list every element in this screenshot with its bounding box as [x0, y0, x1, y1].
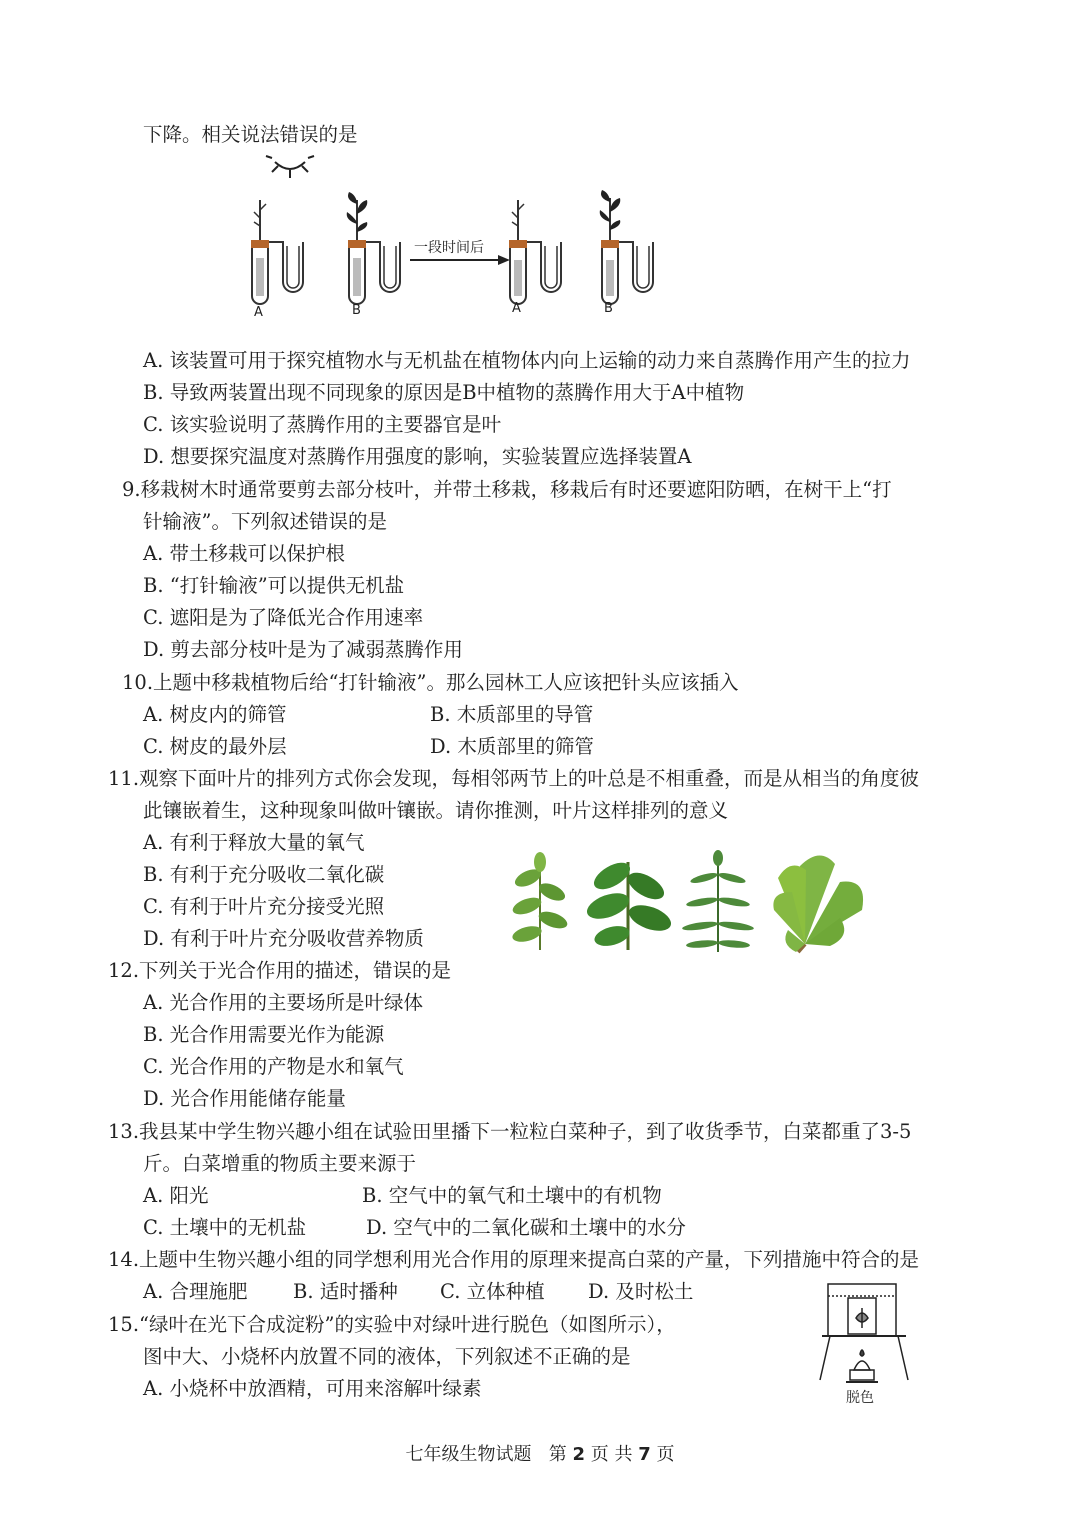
label-a-after: A: [512, 301, 521, 316]
q11-option-b: B. 有利于充分吸收二氧化碳: [143, 863, 385, 886]
plant-4-icon: [773, 855, 863, 952]
q13-option-b: B. 空气中的氧气和土壤中的有机物: [362, 1184, 662, 1207]
sun-icon: [266, 156, 314, 178]
q8-option-d: D. 想要探究温度对蒸腾作用强度的影响，实验装置应选择装置A: [143, 445, 692, 468]
footer-gong: 共: [614, 1444, 633, 1465]
plant-1-icon: [511, 852, 570, 950]
q12-option-b: B. 光合作用需要光作为能源: [143, 1023, 385, 1046]
plant-2-icon: [584, 857, 675, 950]
decolorization-label: 脱色: [846, 1390, 874, 1406]
q11-option-d: D. 有利于叶片充分吸收营养物质: [143, 927, 424, 950]
q8-option-c: C. 该实验说明了蒸腾作用的主要器官是叶: [143, 413, 502, 436]
q15-stem-line1: 15.“绿叶在光下合成淀粉”的实验中对绿叶进行脱色（如图所示），: [108, 1313, 676, 1336]
q10-option-d: D. 木质部里的筛管: [430, 735, 594, 758]
q9-option-b: B. “打针输液”可以提供无机盐: [143, 574, 405, 597]
q8-transpiration-figure: [230, 148, 680, 323]
q8-option-a: A. 该装置可用于探究植物水与无机盐在植物体内向上运输的动力来自蒸腾作用产生的拉力: [143, 349, 911, 372]
footer-total-pages: 7: [638, 1444, 651, 1465]
q12-option-a: A. 光合作用的主要场所是叶绿体: [143, 991, 423, 1014]
plant-3-icon: [682, 850, 755, 952]
q8-stem-tail: 下降。相关说法错误的是: [143, 123, 358, 146]
page-footer: [0, 1443, 1080, 1467]
apparatus-a-after: [509, 200, 561, 304]
label-b-after: B: [604, 301, 613, 316]
q12-option-c: C. 光合作用的产物是水和氧气: [143, 1055, 404, 1078]
q14-option-b: B. 适时播种: [293, 1280, 398, 1303]
q9-option-c: C. 遮阳是为了降低光合作用速率: [143, 606, 424, 629]
q11-option-a: A. 有利于释放大量的氧气: [143, 831, 365, 854]
q14-stem: 14.上题中生物兴趣小组的同学想利用光合作用的原理来提高白菜的产量，下列措施中符合的是: [108, 1248, 920, 1271]
q13-stem-line2: 斤。白菜增重的物质主要来源于: [143, 1152, 417, 1175]
q10-option-c: C. 树皮的最外层: [143, 735, 287, 758]
apparatus-b-before: [347, 192, 400, 304]
label-a-before: A: [254, 305, 263, 320]
q9-option-a: A. 带土移栽可以保护根: [143, 542, 345, 565]
q11-stem-line1: 11.观察下面叶片的排列方式你会发现，每相邻两节上的叶总是不相重叠，而是从相当的角度彼: [108, 767, 920, 790]
footer-ye: 页: [590, 1444, 609, 1465]
q8-option-b: B. 导致两装置出现不同现象的原因是B中植物的蒸腾作用大于A中植物: [143, 381, 745, 404]
q14-option-d: D. 及时松土: [588, 1280, 694, 1303]
q9-option-d: D. 剪去部分枝叶是为了减弱蒸腾作用: [143, 638, 463, 661]
q14-option-a: A. 合理施肥: [143, 1280, 248, 1303]
q13-stem-line1: 13.我县某中学生物兴趣小组在试验田里播下一粒粒白菜种子，到了收货季节，白菜都重了3-5: [108, 1120, 912, 1143]
q11-option-c: C. 有利于叶片充分接受光照: [143, 895, 385, 918]
q9-stem-line2: 针输液”。下列叙述错误的是: [143, 510, 387, 533]
q15-option-a: A. 小烧杯中放酒精，可用来溶解叶绿素: [143, 1377, 482, 1400]
q9-stem-line1: 9.移栽树木时通常要剪去部分枝叶，并带土移栽，移栽后有时还要遮阳防晒，在树干上“打: [122, 478, 892, 501]
q12-option-d: D. 光合作用能储存能量: [143, 1087, 346, 1110]
time-arrow: [410, 255, 510, 265]
leaf-mosaic-figure: [500, 848, 880, 958]
q10-stem: 10.上题中移栽植物后给“打针输液”。那么园林工人应该把针头应该插入: [122, 671, 739, 694]
q13-option-c: C. 土壤中的无机盐: [143, 1216, 307, 1239]
q14-option-c: C. 立体种植: [440, 1280, 545, 1303]
q13-option-a: A. 阳光: [143, 1184, 209, 1207]
decolorization-figure: [816, 1278, 916, 1408]
q11-stem-line2: 此镶嵌着生，这种现象叫做叶镶嵌。请你推测，叶片这样排列的意义: [143, 799, 729, 822]
q10-option-b: B. 木质部里的导管: [430, 703, 594, 726]
footer-di: 第: [548, 1444, 567, 1465]
apparatus-a-before: [251, 200, 303, 304]
apparatus-b-after: [600, 190, 653, 304]
label-b-before: B: [352, 303, 361, 318]
q12-stem: 12.下列关于光合作用的描述，错误的是: [108, 959, 452, 982]
q13-option-d: D. 空气中的二氧化碳和土壤中的水分: [366, 1216, 686, 1239]
footer-ye2: 页: [656, 1444, 675, 1465]
footer-title: 七年级生物试题: [405, 1444, 532, 1465]
q15-stem-line2: 图中大、小烧杯内放置不同的液体，下列叙述不正确的是: [143, 1345, 631, 1368]
q10-option-a: A. 树皮内的筛管: [143, 703, 287, 726]
footer-page-number: 2: [572, 1444, 585, 1465]
arrow-text: 一段时间后: [414, 240, 484, 256]
